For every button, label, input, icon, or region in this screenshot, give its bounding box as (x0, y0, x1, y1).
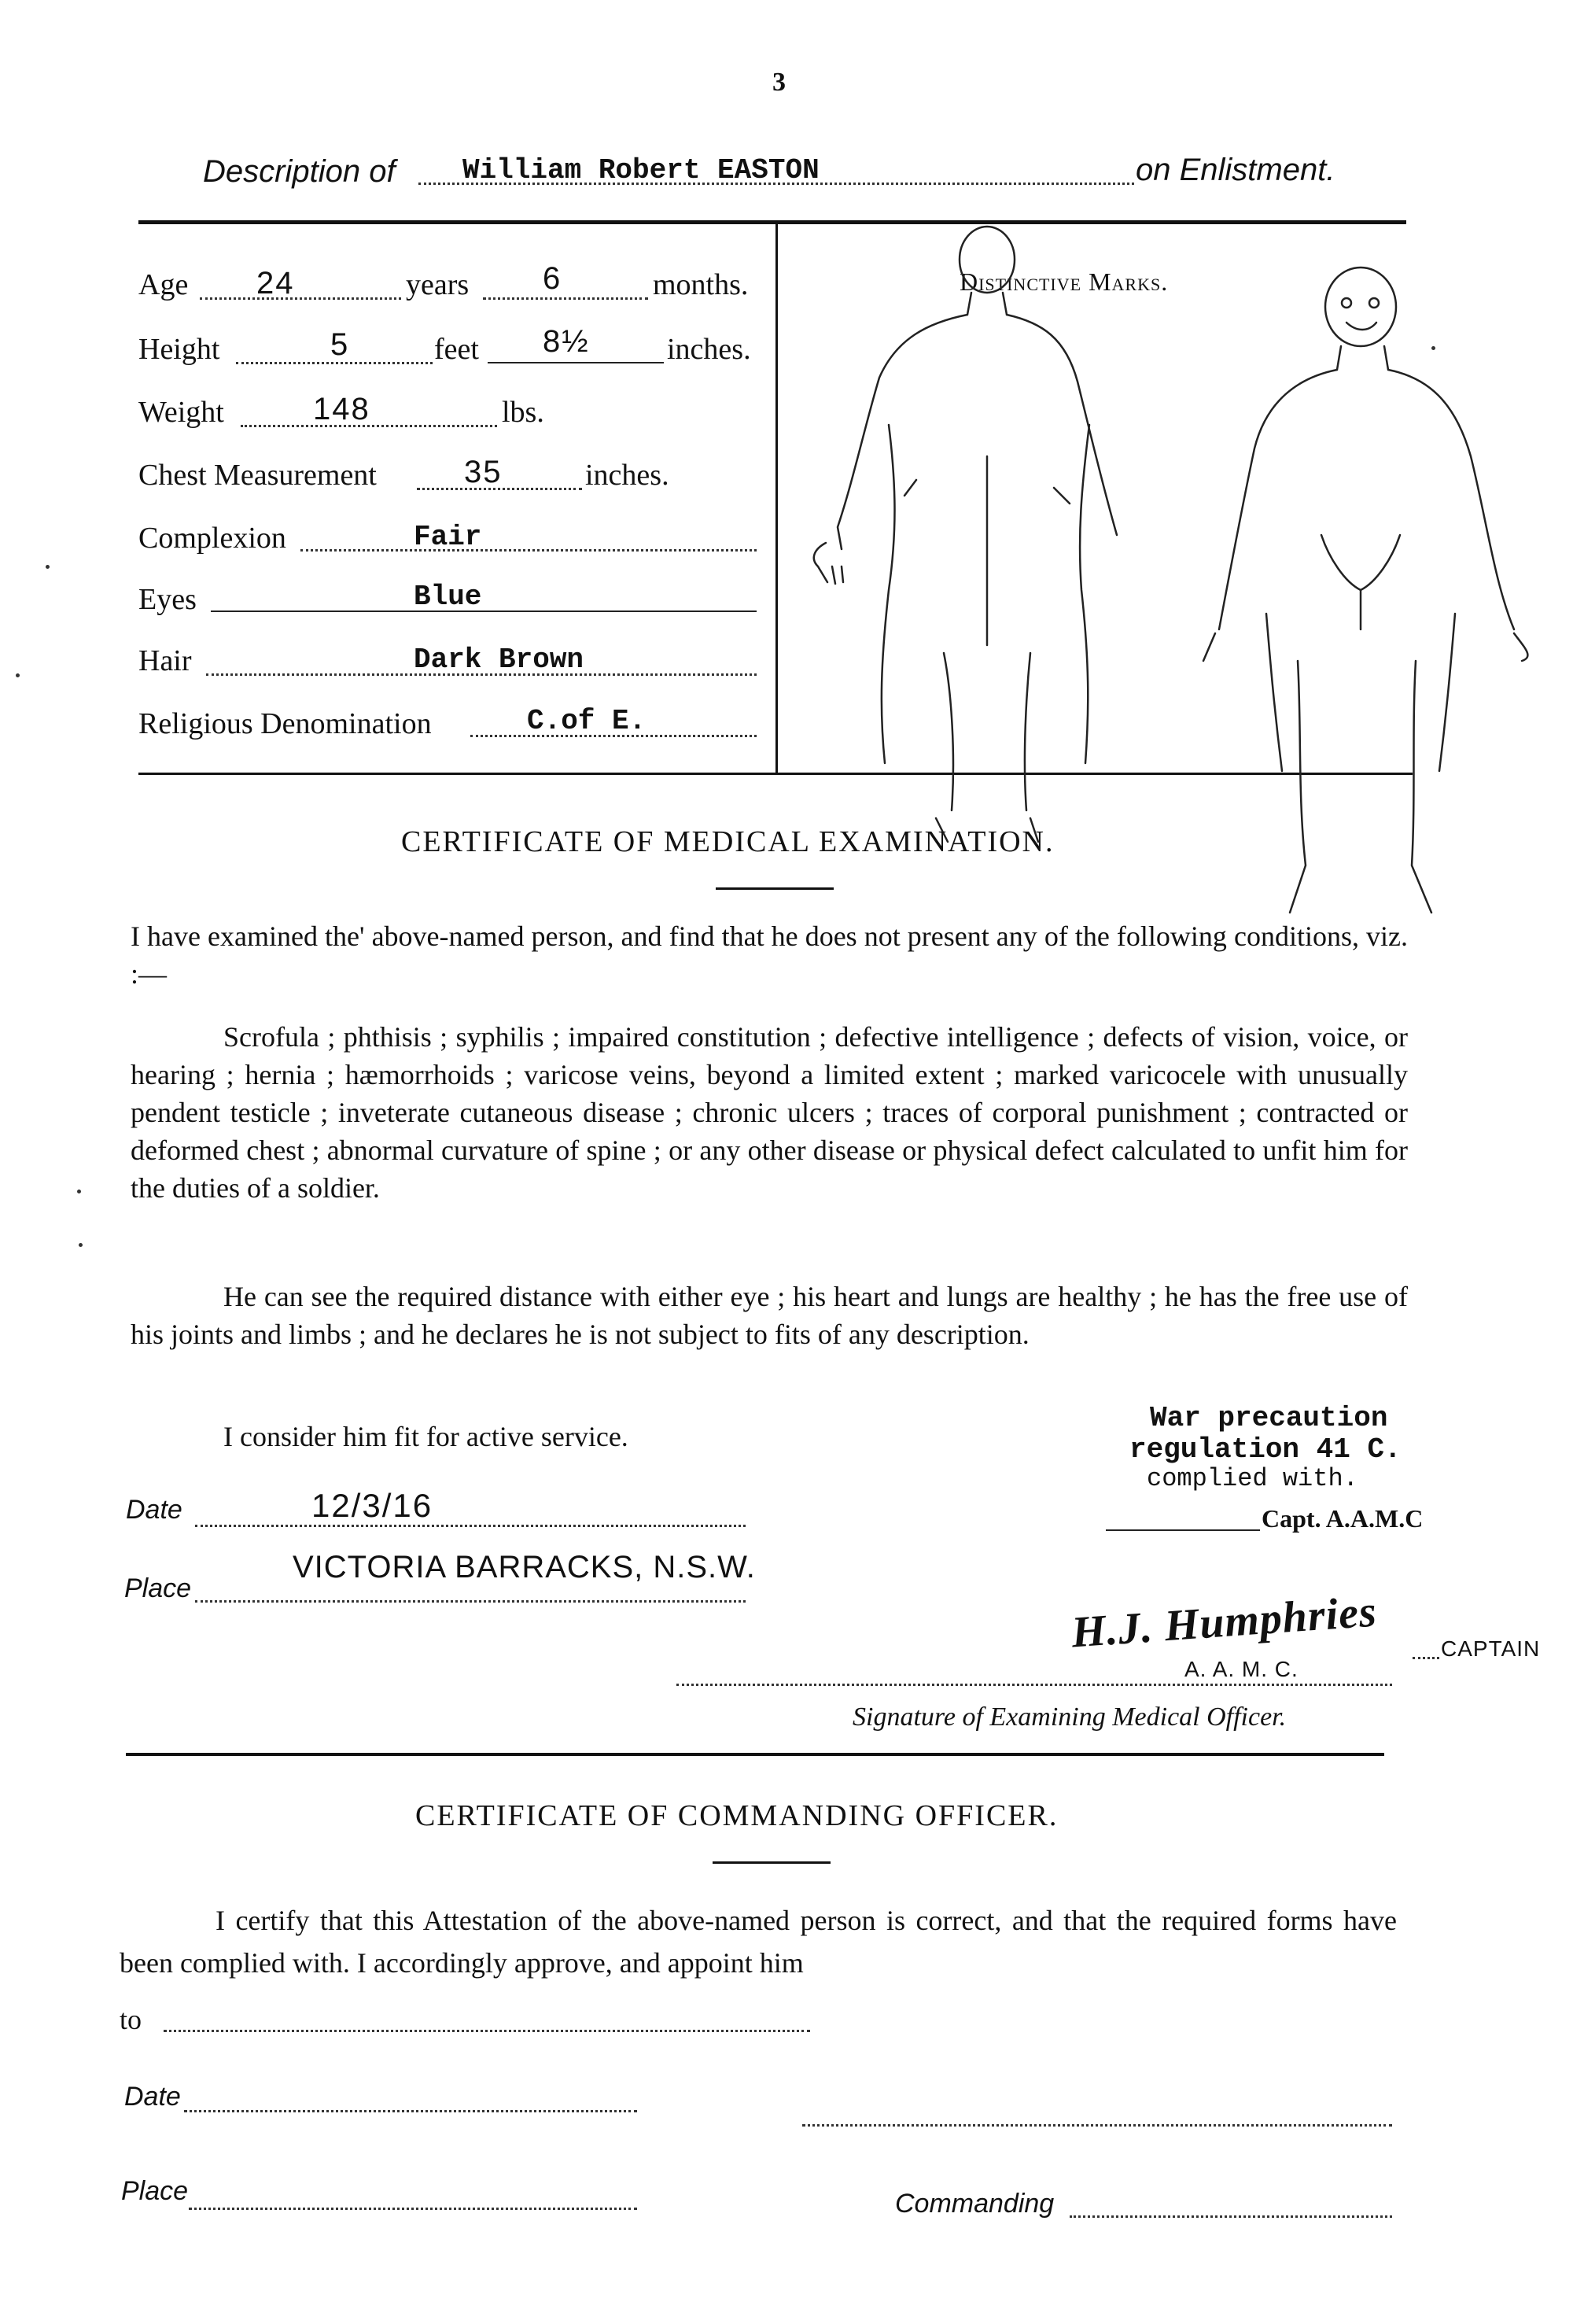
commanding-place-label: Place (121, 2176, 189, 2206)
commanding-heading-rule (713, 1861, 831, 1864)
medical-fitness: I consider him fit for active service. (223, 1421, 628, 1452)
eyes-label: Eyes (138, 583, 197, 616)
age-years-line (200, 297, 401, 300)
enlistee-name: William Robert EASTON (462, 154, 820, 186)
complexion-line (300, 549, 757, 551)
feet-label: feet (434, 333, 479, 366)
signature-caption: Signature of Examining Medical Officer. (853, 1702, 1287, 1732)
front-figure (1203, 267, 1527, 913)
medical-intro: I have examined the' above-named person, and find that he does not present any of the following conditions, viz. :— (131, 920, 1408, 990)
medical-heading-rule (716, 887, 834, 890)
body-diagram (779, 220, 1549, 928)
weight-value: 148 (313, 392, 370, 426)
captain-label: CAPTAIN (1441, 1636, 1541, 1661)
medical-place-value: VICTORIA BARRACKS, N.S.W. (293, 1550, 756, 1584)
months-label: months. (653, 268, 749, 301)
description-prefix: Description of (203, 154, 396, 189)
medical-date-value: 12/3/16 (311, 1487, 433, 1524)
scan-speck (16, 673, 20, 677)
scan-speck (77, 1190, 81, 1193)
age-years: 24 (256, 266, 295, 301)
height-label: Height (138, 333, 220, 366)
commanding-to-line (164, 2030, 810, 2032)
medical-date-label: Date (126, 1495, 182, 1525)
scan-speck (79, 1243, 83, 1247)
commanding-officer-line (1070, 2215, 1392, 2218)
back-figure (814, 227, 1117, 842)
commanding-officer-label: Commanding (895, 2189, 1055, 2219)
stamp-rank: Capt. A.A.M.C (1262, 1504, 1424, 1533)
distinctive-marks-label: Distinctive Marks. (960, 267, 1169, 296)
inches-label: inches. (667, 333, 751, 366)
height-inches-line (488, 362, 664, 363)
commanding-date-label: Date (124, 2082, 181, 2112)
eyes-line (211, 611, 757, 612)
scan-speck (1431, 346, 1435, 350)
chest-value: 35 (464, 455, 503, 489)
medical-place-label: Place (124, 1573, 192, 1603)
commanding-date-line (184, 2110, 637, 2112)
scan-speck (46, 565, 50, 569)
medical-date-line (195, 1525, 746, 1527)
commanding-heading: CERTIFICATE OF COMMANDING OFFICER. (415, 1799, 1059, 1832)
signature-line (676, 1684, 1392, 1686)
age-months: 6 (543, 261, 562, 296)
age-months-line (483, 297, 648, 300)
age-label: Age (138, 268, 189, 301)
medical-heading: CERTIFICATE OF MEDICAL EXAMINATION. (401, 825, 1055, 858)
certificate-separator (126, 1753, 1384, 1756)
stamp-line-2: regulation 41 C. (1129, 1433, 1402, 1466)
height-feet: 5 (330, 327, 350, 362)
lbs-label: lbs. (502, 396, 544, 429)
commanding-place-line (189, 2208, 637, 2210)
amc-label: A. A. M. C. (1184, 1657, 1299, 1681)
hair-label: Hair (138, 644, 192, 677)
complexion-label: Complexion (138, 522, 286, 555)
medical-sight: He can see the required distance with either eye ; his heart and lungs are healthy ; he has the free use of his joints and limbs ; and he declares he is not subject to fits of any description. (131, 1281, 1408, 1350)
chest-label: Chest Measurement (138, 459, 377, 492)
hair-value: Dark Brown (414, 644, 584, 676)
commanding-text: I certify that this Attestation of the above-named person is correct, and that the required forms have been complied with. I accordingly approve, and appoint him (120, 1905, 1397, 1979)
weight-label: Weight (138, 396, 224, 429)
stamp-rank-line (1106, 1529, 1260, 1531)
chest-inches-label: inches. (585, 459, 669, 492)
religion-value: C.of E. (527, 705, 647, 737)
commanding-signature-line (802, 2124, 1392, 2127)
officer-signature: H.J. Humphries (1070, 1587, 1379, 1658)
captain-leader (1413, 1657, 1439, 1659)
commanding-to-label: to (120, 2004, 142, 2035)
religion-label: Religious Denomination (138, 707, 432, 740)
description-suffix: on Enlistment. (1136, 153, 1335, 187)
height-inches: 8½ (543, 324, 590, 359)
years-label: years (406, 268, 470, 301)
stamp-line-3: complied with. (1147, 1464, 1358, 1493)
complexion-value: Fair (414, 521, 482, 553)
stamp-line-1: War precaution (1150, 1402, 1388, 1434)
medical-place-line (195, 1600, 746, 1603)
column-divider (775, 223, 778, 774)
medical-conditions: Scrofula ; phthisis ; syphilis ; impaired constitution ; defective intelligence ; defects of vision, voice, or hearing ; hernia ; hæmorrhoids ; varicose veins, beyond a limited extent ; marked varicocele with unusually pendent testicle ; inveterate cutaneous disease ; chronic ulcers ; traces of corporal punishment ; contracted or deformed chest ; abnormal curvature of spine ; or any other disease or physical defect calculated to unfit him for the duties of a soldier. (131, 1021, 1408, 1204)
eyes-value: Blue (414, 581, 482, 613)
page-number: 3 (772, 68, 786, 97)
